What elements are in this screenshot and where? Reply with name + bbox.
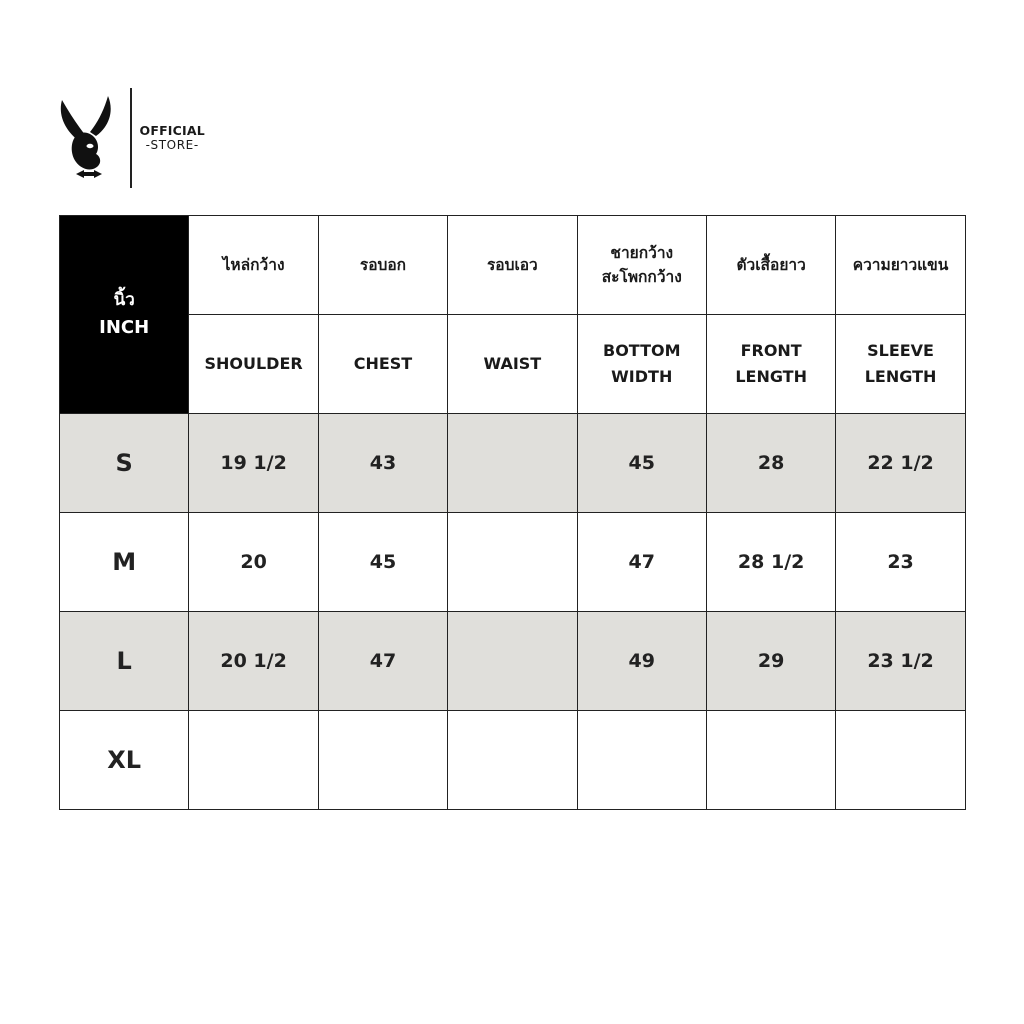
col-sleeve-english-line2: LENGTH bbox=[864, 367, 937, 386]
table-cell: 45 bbox=[577, 414, 706, 513]
size-label: L bbox=[60, 612, 189, 711]
col-front-english-line1: FRONT bbox=[740, 341, 802, 361]
table-cell bbox=[448, 513, 577, 612]
col-sleeve-english-line1: SLEEVE bbox=[867, 341, 934, 361]
col-chest-thai-text: รอบอก bbox=[359, 255, 407, 274]
col-bottom-english bbox=[577, 315, 706, 414]
header-row-thai bbox=[60, 216, 966, 315]
table-cell: 22 1/2 bbox=[836, 414, 965, 513]
col-chest-english bbox=[318, 315, 447, 414]
col-bottom-english-line1: BOTTOM bbox=[603, 341, 681, 361]
table-cell bbox=[577, 711, 706, 810]
table-cell: 43 bbox=[318, 414, 447, 513]
table-cell: 28 bbox=[706, 414, 835, 513]
table-cell: 19 1/2 bbox=[189, 414, 318, 513]
col-sleeve-thai bbox=[836, 216, 965, 315]
brand-header bbox=[56, 88, 205, 188]
table-row bbox=[60, 711, 966, 810]
brand-divider bbox=[130, 88, 132, 188]
table-cell: 47 bbox=[318, 612, 447, 711]
table-cell: 23 bbox=[836, 513, 965, 612]
table-cell bbox=[836, 711, 965, 810]
col-bottom-thai-line2: สะโพกกว้าง bbox=[601, 268, 682, 286]
header-row-english bbox=[60, 315, 966, 414]
col-sleeve-english bbox=[836, 315, 965, 414]
table-cell: 29 bbox=[706, 612, 835, 711]
col-shoulder-english-text: SHOULDER bbox=[204, 354, 303, 374]
col-chest-thai bbox=[318, 216, 447, 315]
table-cell bbox=[448, 612, 577, 711]
size-label: M bbox=[60, 513, 189, 612]
rabbit-head-bowtie-icon bbox=[56, 92, 120, 184]
size-chart-table bbox=[59, 215, 966, 810]
table-cell: 45 bbox=[318, 513, 447, 612]
col-shoulder-thai-text: ไหล่กว้าง bbox=[222, 255, 285, 274]
col-front-english-line2: LENGTH bbox=[735, 367, 807, 386]
unit-thai: นิ้ว bbox=[113, 290, 135, 311]
unit-cell bbox=[60, 216, 189, 414]
col-front-english bbox=[706, 315, 835, 414]
brand-store: -STORE- bbox=[145, 138, 199, 153]
table-cell: 20 1/2 bbox=[189, 612, 318, 711]
table-row bbox=[60, 612, 966, 711]
table-cell bbox=[318, 711, 447, 810]
col-sleeve-thai-text: ความยาวแขน bbox=[852, 255, 949, 274]
col-front-thai-text: ตัวเสื้อยาว bbox=[736, 255, 806, 274]
table-cell: 49 bbox=[577, 612, 706, 711]
col-front-thai bbox=[706, 216, 835, 315]
brand-official: OFFICIAL bbox=[139, 122, 205, 138]
table-cell bbox=[189, 711, 318, 810]
col-bottom-english-line2: WIDTH bbox=[611, 367, 673, 386]
col-bottom-thai-line1: ชายกว้าง bbox=[610, 243, 674, 262]
table-cell: 23 1/2 bbox=[836, 612, 965, 711]
table-cell: 47 bbox=[577, 513, 706, 612]
col-chest-english-text: CHEST bbox=[353, 354, 413, 374]
col-shoulder-english bbox=[189, 315, 318, 414]
col-waist-thai-text: รอบเอว bbox=[486, 255, 538, 274]
size-label: XL bbox=[60, 711, 189, 810]
table-cell: 28 1/2 bbox=[706, 513, 835, 612]
col-bottom-thai bbox=[577, 216, 706, 315]
table-cell bbox=[706, 711, 835, 810]
table-cell: 20 bbox=[189, 513, 318, 612]
size-label: S bbox=[60, 414, 189, 513]
col-waist-english bbox=[448, 315, 577, 414]
table-row bbox=[60, 513, 966, 612]
table-row bbox=[60, 414, 966, 513]
col-waist-thai bbox=[448, 216, 577, 315]
col-shoulder-thai bbox=[189, 216, 318, 315]
table-cell bbox=[448, 711, 577, 810]
unit-english: INCH bbox=[99, 316, 150, 338]
col-waist-english-text: WAIST bbox=[483, 354, 542, 374]
brand-text bbox=[140, 123, 205, 154]
table-cell bbox=[448, 414, 577, 513]
